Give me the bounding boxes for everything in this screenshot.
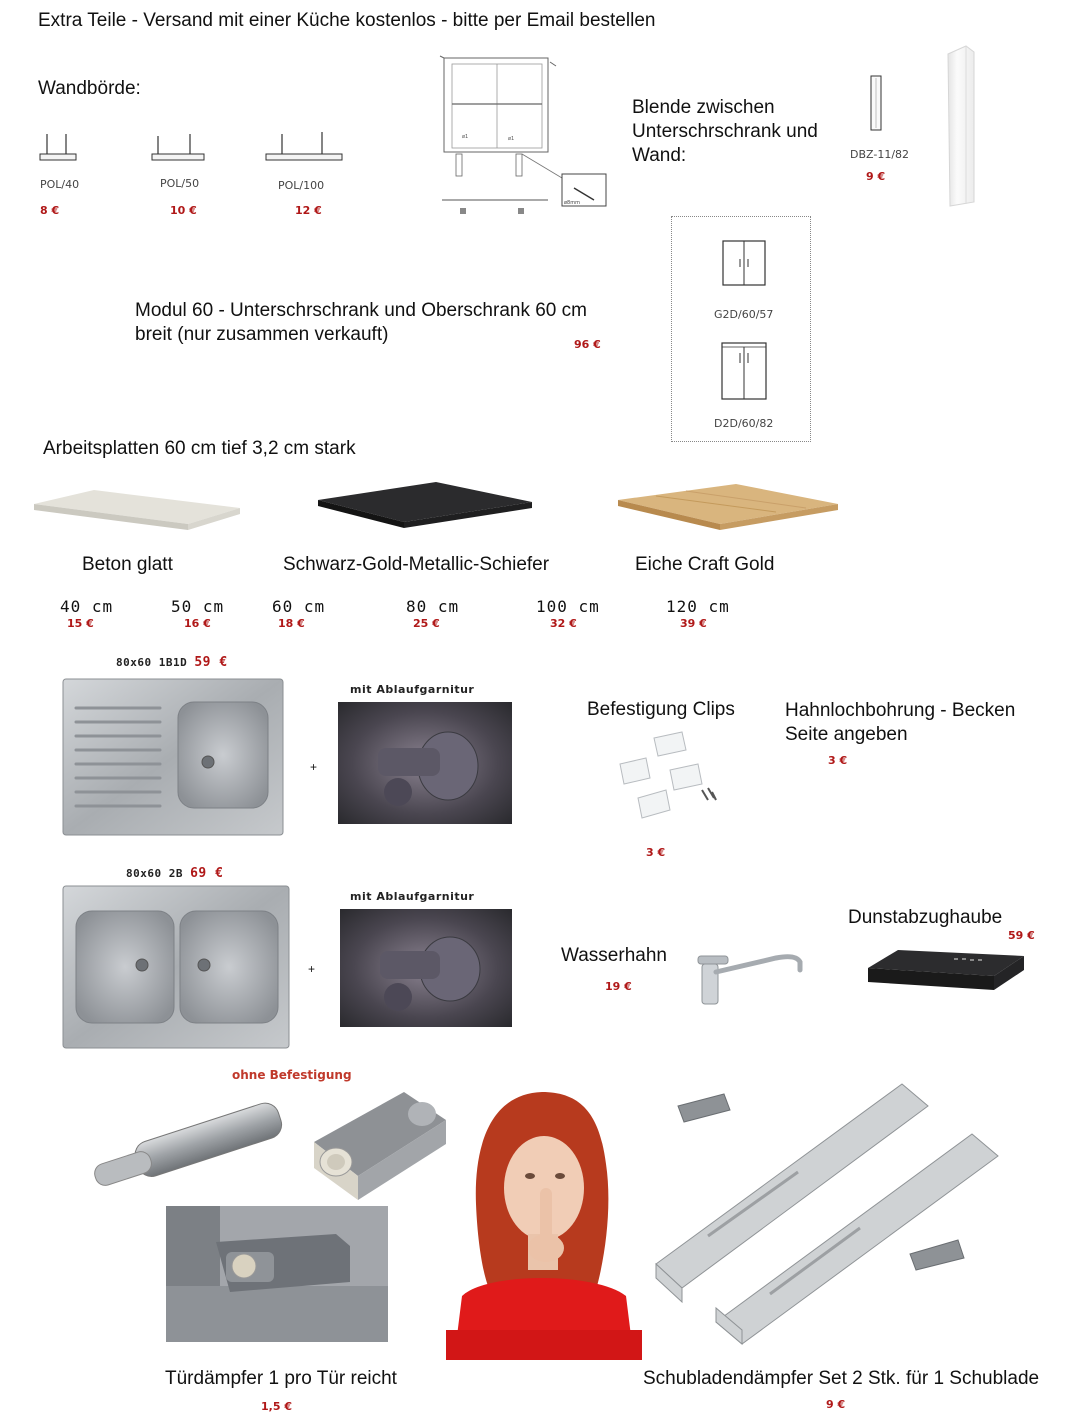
blende-code: DBZ-11/82 <box>850 148 910 161</box>
modul-price: 96 € <box>574 338 601 351</box>
tuerdaempfer-label: Türdämpfer 1 pro Tür reicht <box>165 1368 397 1389</box>
svg-text:ø1: ø1 <box>462 134 469 140</box>
worktop-size: 120 cm <box>666 597 730 616</box>
worktop-beton-image <box>32 488 242 532</box>
blende-photo-image <box>944 44 976 208</box>
svg-text:ø8mm: ø8mm <box>564 200 580 206</box>
arbeitsplatten-heading: Arbeitsplatten 60 cm tief 3,2 cm stark <box>43 438 356 459</box>
sink-price: 69 € <box>190 866 224 881</box>
worktop-size: 100 cm <box>536 597 600 616</box>
damper-holder-image <box>302 1086 452 1202</box>
wandborde-heading: Wandbörde: <box>38 78 141 99</box>
lower-cabinet-image <box>720 341 768 401</box>
upper-cabinet-code: G2D/60/57 <box>714 308 774 321</box>
worktop-price: 16 € <box>184 617 211 630</box>
shelf-code: POL/50 <box>160 177 200 190</box>
sink-drainer-image <box>62 678 284 836</box>
worktop-schiefer-image <box>316 480 534 530</box>
worktop-size: 40 cm <box>60 597 114 616</box>
faucet-image <box>696 948 806 1006</box>
blende-text-line1: Blende zwischen <box>632 97 775 118</box>
svg-text:ø1: ø1 <box>508 136 515 142</box>
worktop-eiche-image <box>616 482 840 532</box>
clips-price: 3 € <box>646 846 666 859</box>
hahnloch-text-line2: Seite angeben <box>785 724 908 745</box>
schublade-label: Schubladendämpfer Set 2 Stk. für 1 Schublade <box>643 1368 1040 1389</box>
shelf-pol50-image <box>150 130 206 164</box>
shelf-pol40-image <box>38 130 78 164</box>
drawer-damper-set-image <box>648 1076 1010 1346</box>
sink-label: 80x60 1B1D <box>116 656 188 669</box>
wasserhahn-label: Wasserhahn <box>561 945 667 966</box>
modul-text-line1: Modul 60 - Unterschrschrank und Oberschrank 60 cm <box>135 300 587 321</box>
woman-shush-photo <box>446 1084 642 1360</box>
upper-cabinet-image <box>721 239 767 287</box>
sink-double-bowl-image <box>62 885 290 1049</box>
door-damper-image <box>84 1100 294 1190</box>
worktop-finish-label: Schwarz-Gold-Metallic-Schiefer <box>283 554 550 575</box>
worktop-price: 15 € <box>67 617 94 630</box>
plus-sign: + <box>310 760 318 774</box>
sink-2-header <box>126 866 223 881</box>
schublade-price: 9 € <box>826 1398 846 1411</box>
clips-label: Befestigung Clips <box>587 699 735 720</box>
tuerdaempfer-price: 1,5 € <box>261 1400 292 1413</box>
blende-price: 9 € <box>866 170 886 183</box>
dunst-label: Dunstabzughaube <box>848 907 1003 928</box>
sink-price: 59 € <box>194 655 228 670</box>
shelf-pol100-image <box>264 130 344 164</box>
shelf-price: 12 € <box>295 204 322 217</box>
dunst-price: 59 € <box>1008 929 1035 942</box>
range-hood-image <box>864 946 1026 992</box>
drain-set-photo <box>338 702 512 824</box>
blende-drawing-image <box>869 74 883 132</box>
addon-label: mit Ablaufgarnitur <box>350 683 475 696</box>
plus-sign: + <box>308 962 316 976</box>
worktop-size: 50 cm <box>171 597 225 616</box>
worktop-price: 18 € <box>278 617 305 630</box>
shelf-code: POL/40 <box>40 178 80 191</box>
page-title: Extra Teile - Versand mit einer Küche kostenlos - bitte per Email bestellen <box>38 10 656 31</box>
worktop-finish-label: Beton glatt <box>82 554 173 575</box>
worktop-finish-label: Eiche Craft Gold <box>635 554 775 575</box>
worktop-price: 25 € <box>413 617 440 630</box>
addon-label: mit Ablaufgarnitur <box>350 890 475 903</box>
mounting-diagram-image <box>438 54 614 218</box>
wasserhahn-price: 19 € <box>605 980 632 993</box>
shelf-price: 8 € <box>40 204 60 217</box>
clips-image <box>612 728 724 830</box>
sink-1-header <box>116 655 228 670</box>
blende-text-line2: Unterschrschrank und <box>632 121 818 142</box>
shelf-code: POL/100 <box>278 179 325 192</box>
shelf-price: 10 € <box>170 204 197 217</box>
lower-cabinet-code: D2D/60/82 <box>714 417 774 430</box>
worktop-size: 80 cm <box>406 597 460 616</box>
hahnloch-text-line1: Hahnlochbohrung - Becken <box>785 700 1016 721</box>
worktop-size: 60 cm <box>272 597 326 616</box>
hahnloch-price: 3 € <box>828 754 848 767</box>
blende-text-line3: Wand: <box>632 145 687 166</box>
damper-installed-image <box>166 1206 388 1342</box>
sink-label: 80x60 2B <box>126 867 183 880</box>
modul-text-line2: breit (nur zusammen verkauft) <box>135 324 389 345</box>
ohne-befestigung-note: ohne Befestigung <box>232 1068 352 1082</box>
worktop-price: 39 € <box>680 617 707 630</box>
drain-set-photo <box>340 909 512 1027</box>
worktop-price: 32 € <box>550 617 577 630</box>
